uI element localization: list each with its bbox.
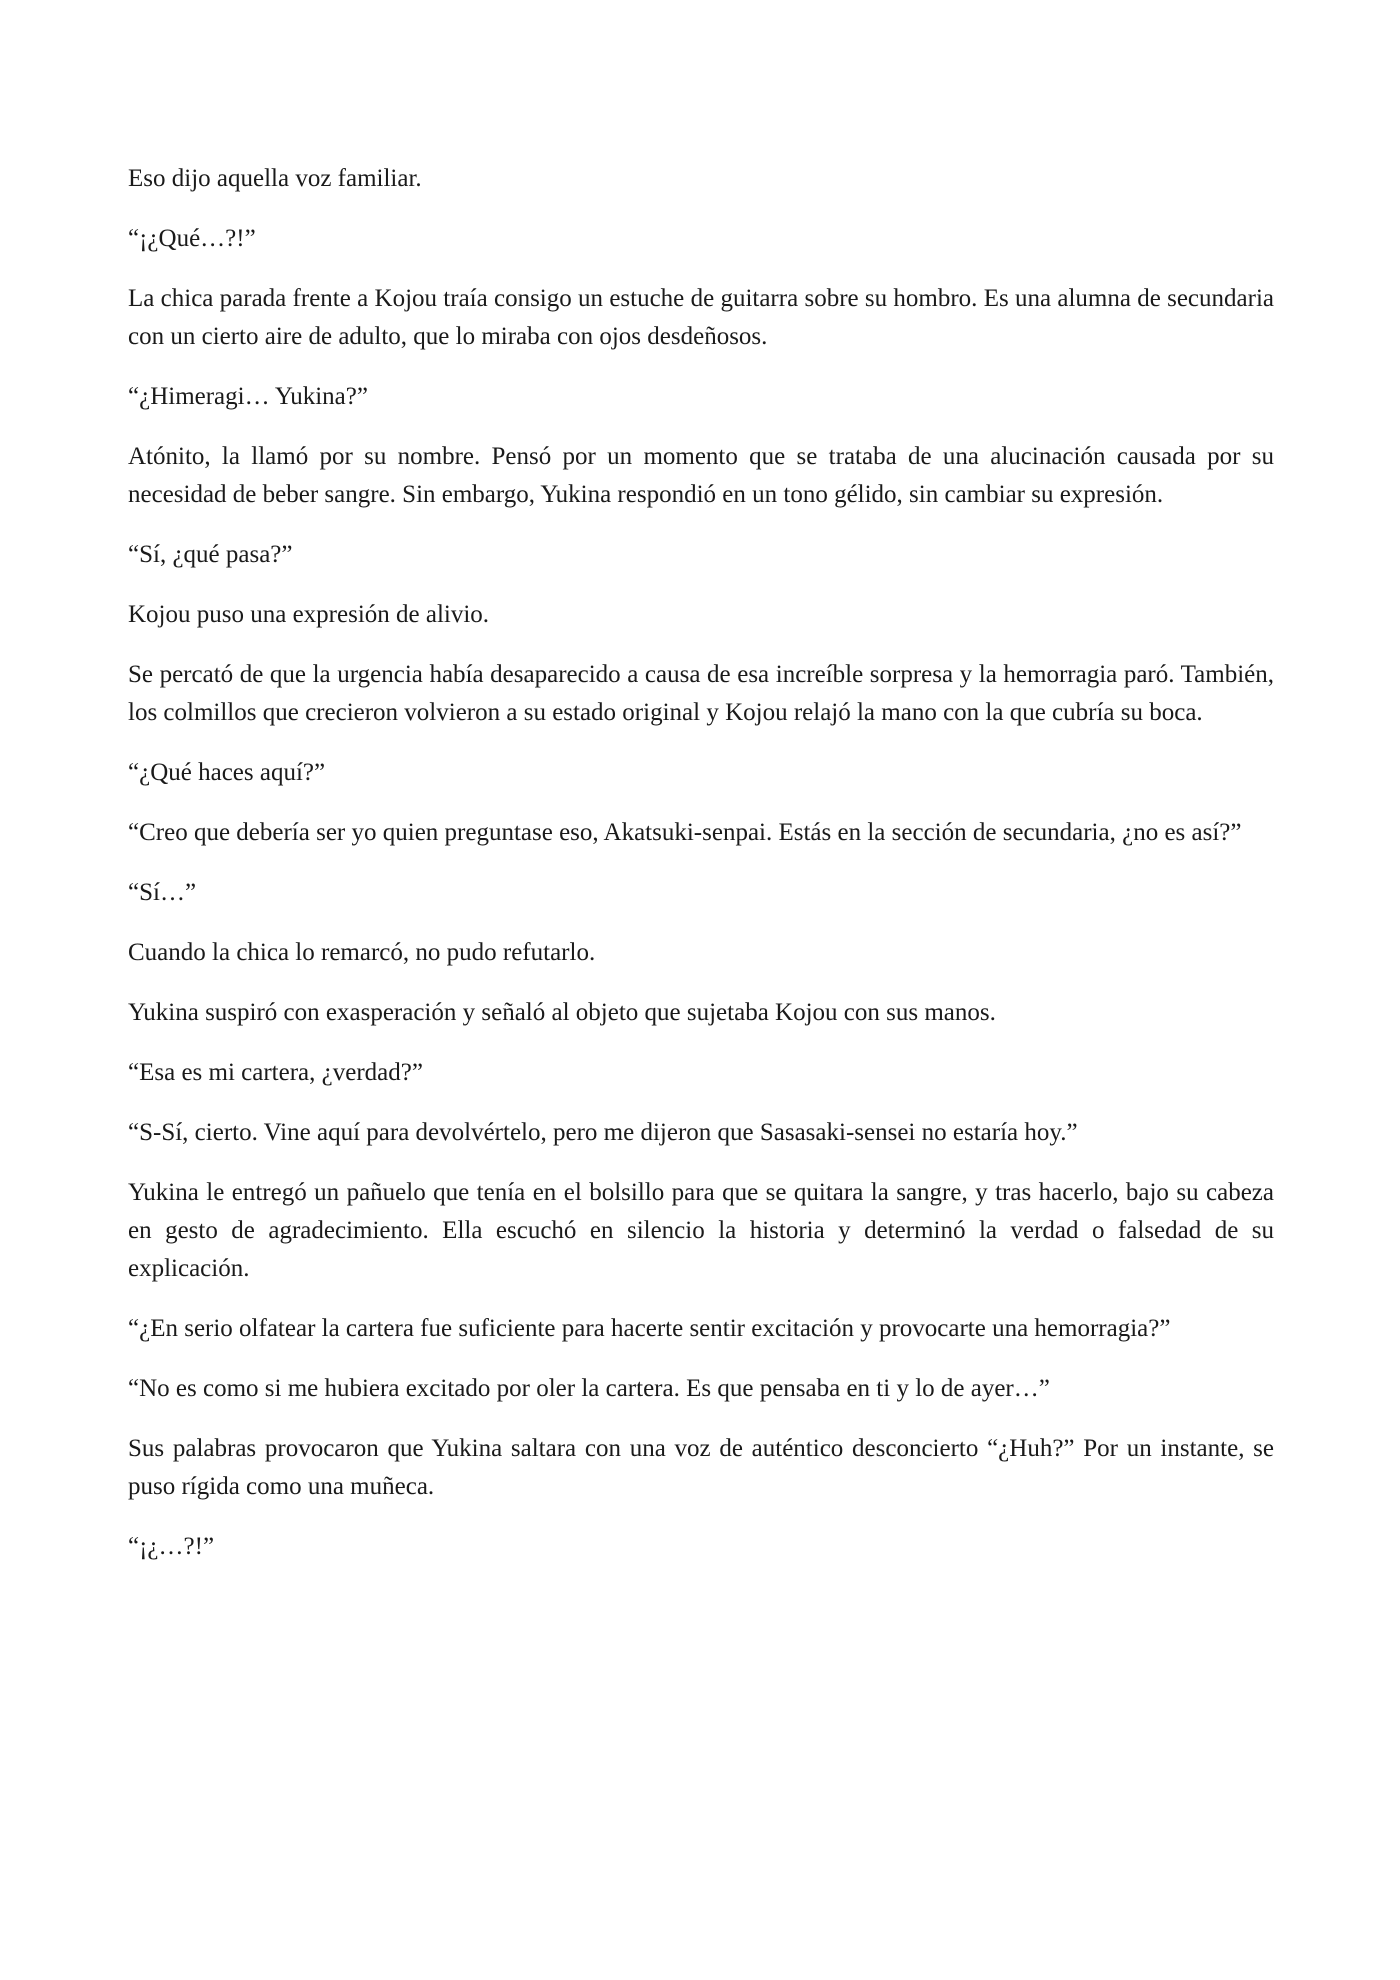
paragraph: “¿Qué haces aquí?” — [128, 759, 326, 786]
paragraph: Atónito, la llamó por su nombre. Pensó por un momento que se trataba de una alucinación causada por su necesidad de beber sangre. Sin embargo, Yukina respondió en un tono gélido, sin cambiar su expresión. — [128, 443, 1274, 508]
paragraph: Se percató de que la urgencia había desaparecido a causa de esa increíble sorpresa y la hemorragia paró. También, los colmillos que crecieron volvieron a su estado original y Kojou relajó la mano con la que cubría su boca. — [128, 661, 1274, 726]
document-page — [128, 160, 1274, 1588]
paragraph: “Creo que debería ser yo quien preguntase eso, Akatsuki-senpai. Estás en la sección de secundaria, ¿no es así?” — [128, 819, 1242, 846]
paragraph: Eso dijo aquella voz familiar. — [128, 165, 422, 192]
paragraph: “Sí, ¿qué pasa?” — [128, 541, 293, 568]
paragraph: Yukina le entregó un pañuelo que tenía en el bolsillo para que se quitara la sangre, y tras hacerlo, bajo su cabeza en gesto de agradecimiento. Ella escuchó en silencio la historia y determinó la verdad o falsedad de su explicación. — [128, 1179, 1274, 1282]
paragraph: “S-Sí, cierto. Vine aquí para devolvértelo, pero me dijeron que Sasasaki-sensei no estaría hoy.” — [128, 1119, 1078, 1146]
paragraph: La chica parada frente a Kojou traía consigo un estuche de guitarra sobre su hombro. Es una alumna de secundaria con un cierto aire de adulto, que lo miraba con ojos desdeñosos. — [128, 285, 1274, 350]
paragraph: Sus palabras provocaron que Yukina saltara con una voz de auténtico desconcierto “¿Huh?” Por un instante, se puso rígida como una muñeca. — [128, 1435, 1274, 1500]
paragraph: “Esa es mi cartera, ¿verdad?” — [128, 1059, 423, 1086]
paragraph: “¿Himeragi… Yukina?” — [128, 383, 368, 410]
paragraph: “Sí…” — [128, 879, 197, 906]
paragraph: “¡¿…?!” — [128, 1533, 215, 1560]
paragraph: Cuando la chica lo remarcó, no pudo refutarlo. — [128, 939, 596, 966]
paragraph: “No es como si me hubiera excitado por oler la cartera. Es que pensaba en ti y lo de ayer…” — [128, 1375, 1050, 1402]
paragraph: “¿En serio olfatear la cartera fue suficiente para hacerte sentir excitación y provocarte una hemorragia?” — [128, 1315, 1171, 1342]
paragraph: Kojou puso una expresión de alivio. — [128, 601, 490, 628]
paragraph: Yukina suspiró con exasperación y señaló al objeto que sujetaba Kojou con sus manos. — [128, 999, 996, 1026]
paragraph: “¡¿Qué…?!” — [128, 225, 256, 252]
